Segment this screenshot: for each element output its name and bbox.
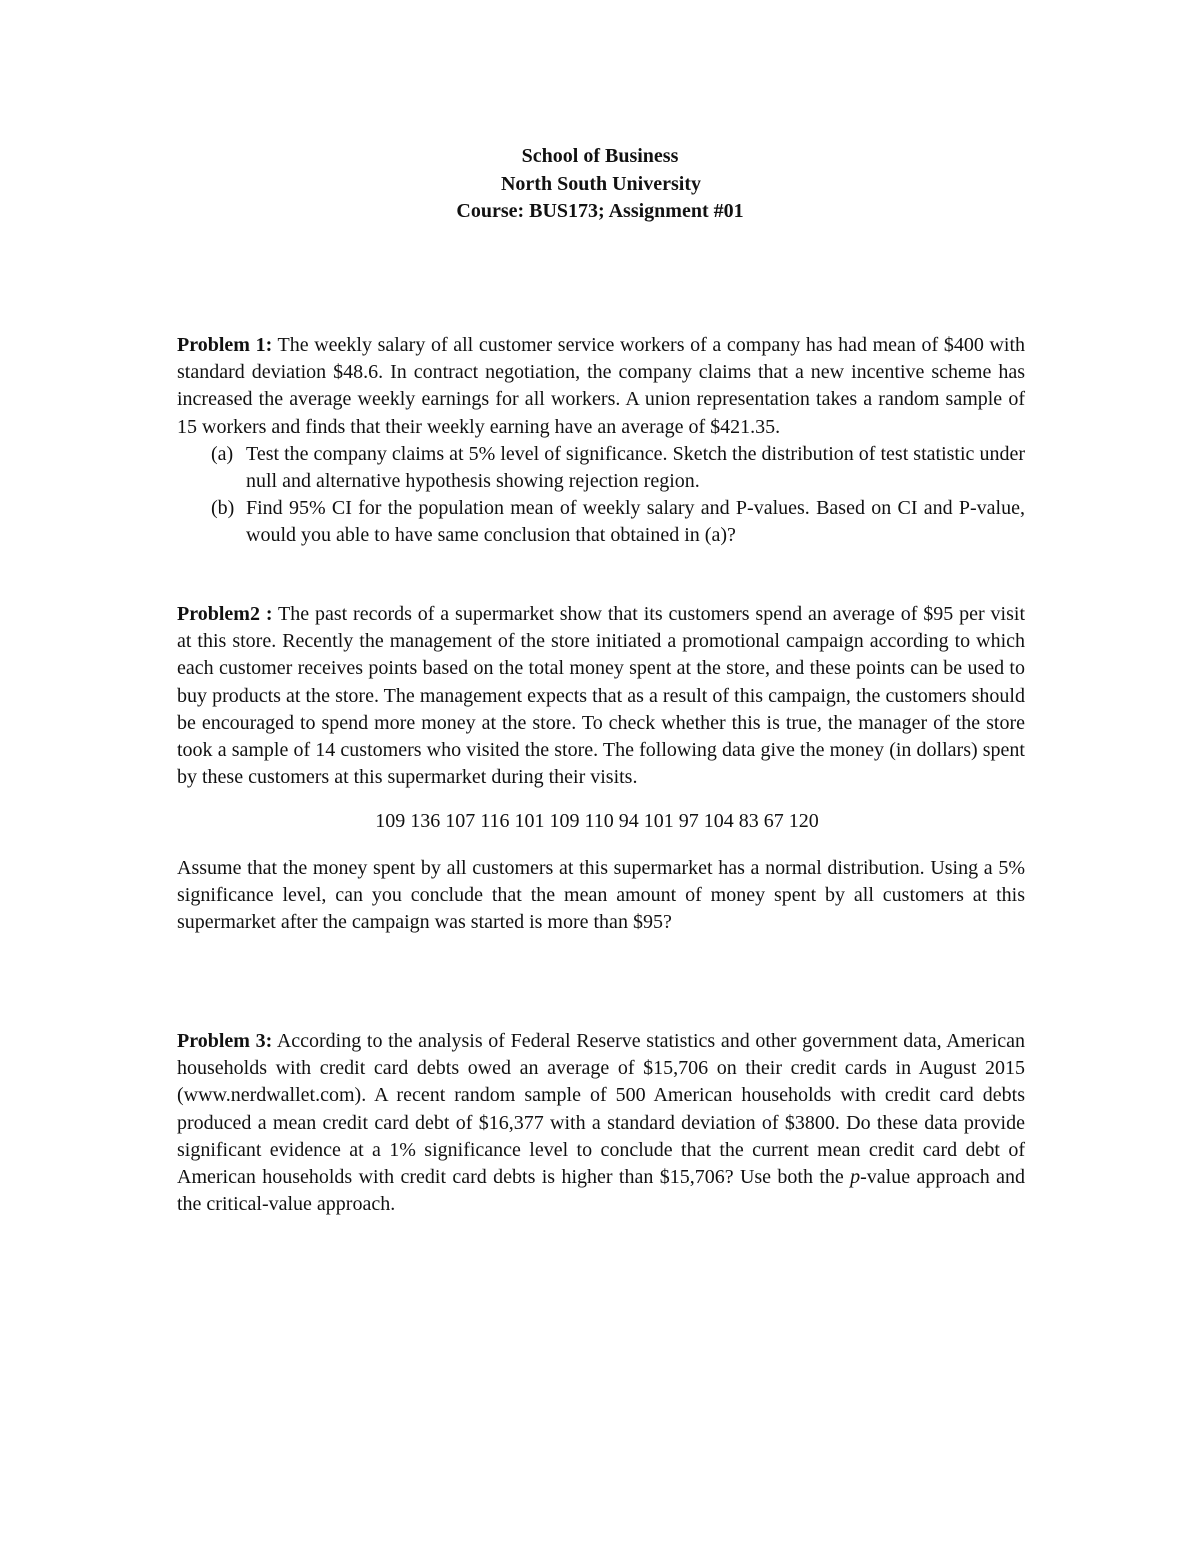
problem-1-label: Problem 1: — [177, 334, 273, 356]
problem-1-part-b — [177, 495, 1025, 549]
part-a-text: Test the company claims at 5% level of significance. Sketch the distribution of test statistic under null and alternative hypothesis showing rejection region. — [246, 442, 1025, 493]
problem-3-text: According to the analysis of Federal Reserve statistics and other government data, American households with credit card debts owed an average of $15,706 on their credit cards in August 2015 (www.nerdwallet.com). A recent random sample of 500 American households with credit card debts produced a mean credit card debt of $16,377 with a standard deviation of $3800. Do these data provide significant evidence at a 1% significance level to conclude that the current mean credit card debt of American households with credit card debts is higher than $15,706? Use both the — [177, 1030, 1026, 1189]
problem-1-text: The weekly salary of all customer service workers of a company has had mean of $400 with standard deviation $48.6. In contract negotiation, the company claims that a new incentive scheme has increased the average weekly earnings for all workers. A union representation takes a random sample of 15 workers and finds that their weekly earning have an average of $421.35. — [177, 334, 1025, 438]
problem-2-statement — [177, 601, 1025, 791]
problem-1-statement — [177, 332, 1025, 441]
problem-2-follow-up: Assume that the money spent by all customers at this supermarket has a normal distribution. Using a 5% significance level, can you conclude that the mean amount of money spent by all customers at this supermarket after the campaign was started is more than $95? — [177, 856, 1025, 934]
p-italic: p — [850, 1166, 861, 1189]
problem-3 — [177, 1028, 1025, 1218]
document-header — [0, 143, 1200, 226]
part-b-text: Find 95% CI for the population mean of weekly salary and P-values. Based on CI and P-value, would you able to have same conclusion that obtained in (a)? — [246, 497, 1025, 547]
school-name: School of Business — [521, 145, 679, 167]
problem-3-text-end: -value approach and the critical-value approach. — [177, 1166, 1026, 1216]
problem-2-data-values: 109 136 107 116 101 109 110 94 101 97 104 83 67 120 — [375, 810, 819, 833]
problem-2 — [177, 601, 1025, 936]
course-assignment-title: Course: BUS173; Assignment #01 — [456, 200, 744, 222]
part-b-marker: (b) — [211, 497, 235, 520]
problem-2-text: The past records of a supermarket show that its customers spend an average of $95 per visit at this store. Recently the management of the store initiated a promotional campaign according to which each customer receives points based on the total money spent at the store, and these points can be used to buy products at the store. The management expects that as a result of this campaign, the customers should be encouraged to spend more money at the store. To check whether this is true, the manager of the store took a sample of 14 customers who visited the store. The following data give the money (in dollars) spent by these customers at this supermarket during their visits. — [177, 603, 1025, 789]
problem-1 — [177, 332, 1025, 550]
problem-2-label: Problem2 : — [177, 603, 273, 625]
problem-3-statement — [177, 1028, 1025, 1218]
part-a-marker: (a) — [211, 442, 234, 465]
problem-1-part-a — [177, 441, 1025, 495]
problem-3-label: Problem 3: — [177, 1030, 273, 1052]
university-name: North South University — [500, 172, 701, 195]
